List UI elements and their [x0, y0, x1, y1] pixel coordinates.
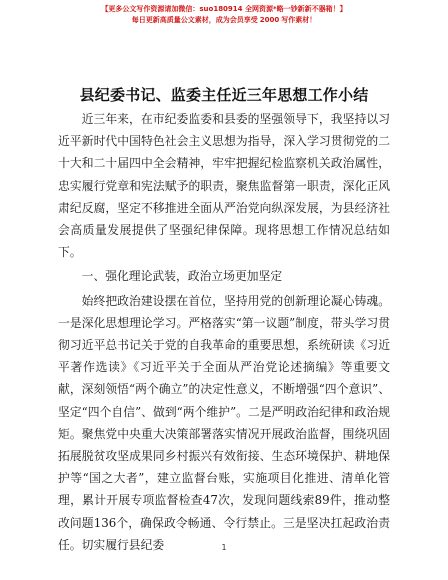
promo-banner — [0, 4, 448, 26]
intro-paragraph: 近三年来，在市纪委监委和县委的坚强领导下，我坚持以习近平新时代中国特色社会主义思想为指导，深入学习贯彻党的二十大和二十届四中全会精神，牢牢把握纪检监察机关政治属性，忠实履行党章和宪法赋予的职责，聚焦监督第一职责，深化正风肃纪反腐，坚定不移推进全面从严治党向纵深发展，为县经济社会高质量发展提供了坚强纪律保障。现将思想工作情况总结如下。 — [58, 112, 390, 260]
banner-line-2 — [0, 15, 448, 26]
section-heading: 一、强化理论武装，政治立场更加坚定 — [81, 269, 283, 284]
document-body — [58, 108, 390, 556]
section-paragraph: 始终把政治建设摆在首位，坚持用党的创新理论凝心铸魂。一是深化思想理论学习。严格落实“第一议题”制度，带头学习贯彻习近平总书记关于党的自我革命的重要思想，系统研读《习近平著作选读》《习近平关于全面从严治党论述摘编》等重要文献，深刻领悟“两个确立”的决定性意义，不断增强“四个意识”、坚定“四个自信”、做到“两个维护”。二是严明政治纪律和政治规矩。聚焦党中央重大决策部署落实情况开展政治监督，围绕巩固拓展脱贫攻坚成果同乡村振兴有效衔接、生态环境保护、耕地保护等“国之大者”，建立监督台账，实施项目化推进、清单化管理，累计开展专项监督检查47次，发现问题线索89件，推动整改问题136个，确保政令畅通、令行禁止。三是坚决扛起政治责任。切实履行县纪委 — [58, 293, 390, 552]
banner-line-2-prefix: 每日更新高质量公文素材，成为会员享受 — [131, 16, 258, 24]
banner-line-1: 【更多公文写作资源请加微信：suo180914 全网资源*略一钞新新不器箱！】 — [101, 5, 347, 13]
document-title: 县纪委书记、监委主任近三年思想工作小结 — [79, 86, 369, 104]
page-number: 1 — [221, 543, 227, 552]
banner-line-2-suffix: 写作素材！ — [281, 16, 317, 24]
banner-resource-count: 2000 — [259, 16, 280, 24]
